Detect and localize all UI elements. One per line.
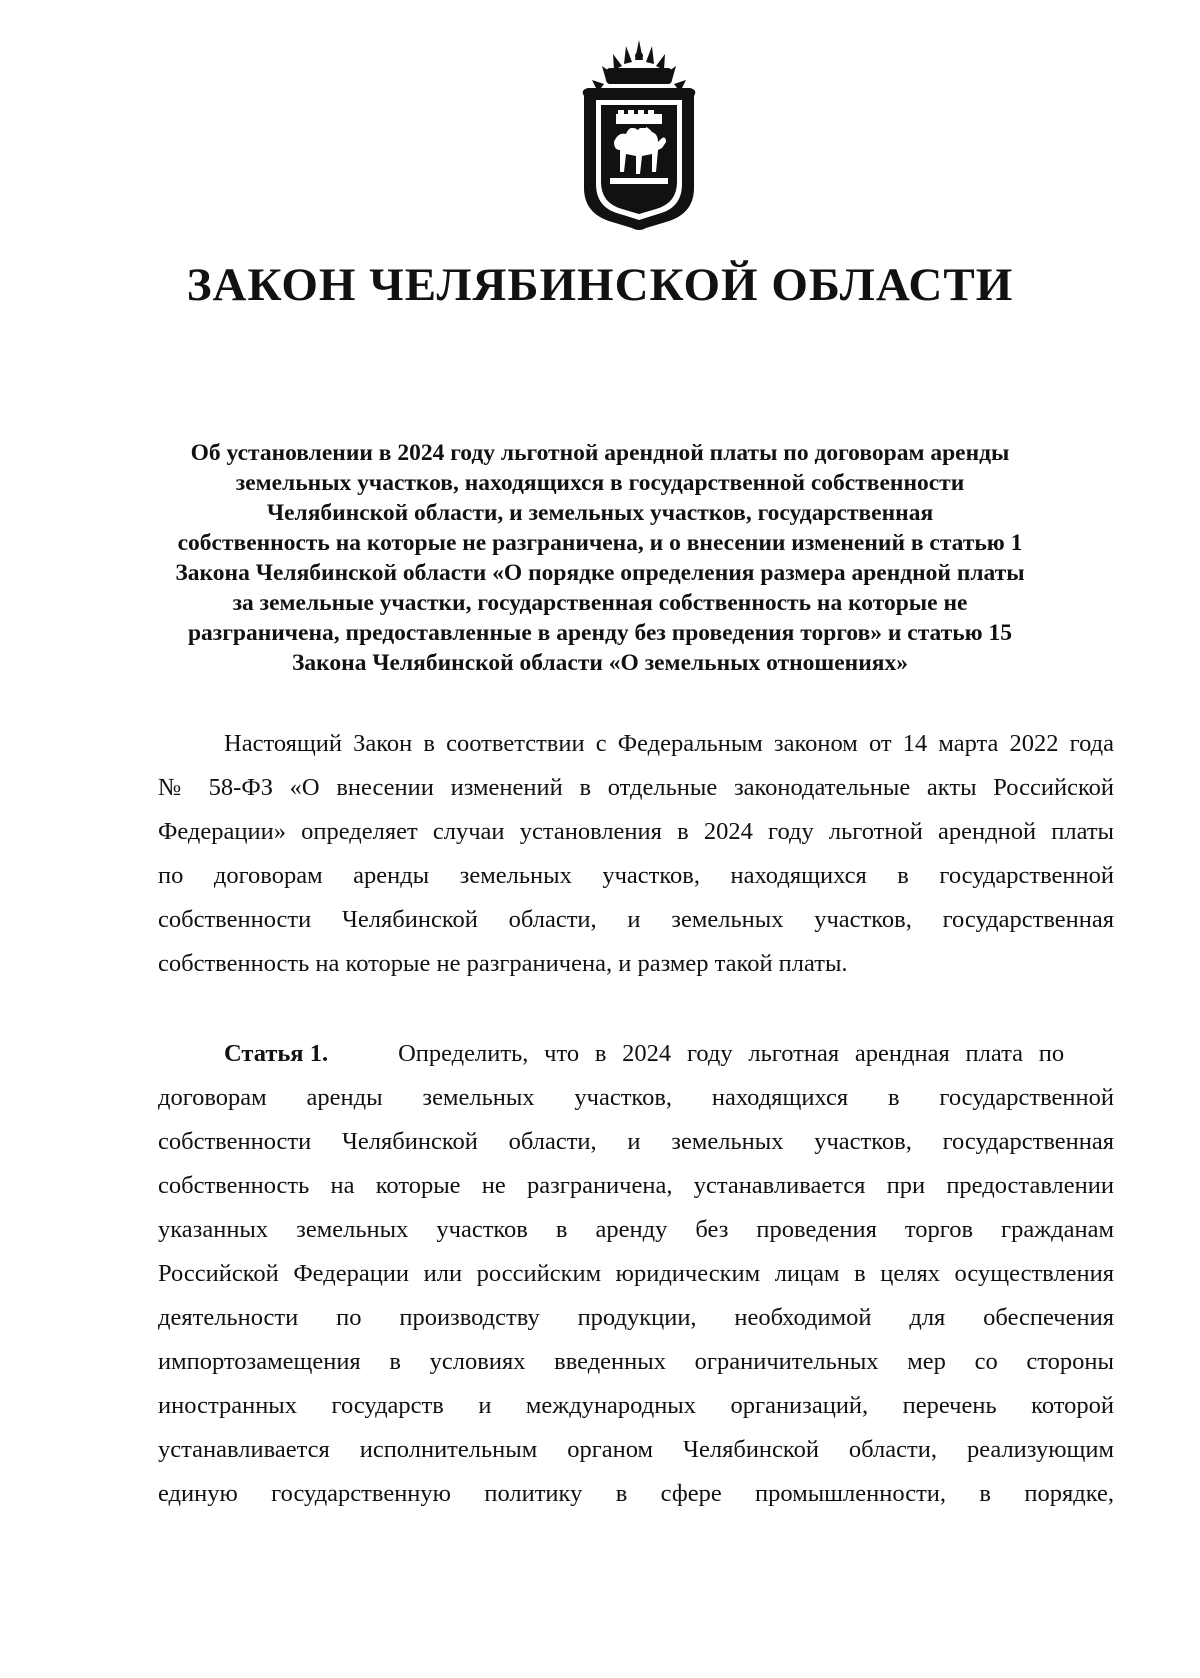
- paragraph-line: единую государственную политику в сфере промышленности, в порядке,: [158, 1480, 1114, 1507]
- document-title: ЗАКОН ЧЕЛЯБИНСКОЙ ОБЛАСТИ: [186, 259, 1014, 311]
- subtitle-line: разграничена, предоставленные в аренду без проведения торгов» и статью 15: [187, 620, 1013, 646]
- chelyabinsk-coat-of-arms-icon: [566, 38, 712, 232]
- article-text: Определить, что в 2024 году льготная арендная плата по: [398, 1040, 1065, 1067]
- paragraph-line: иностранных государств и международных организаций, перечень которой: [158, 1392, 1114, 1419]
- subtitle-line: за земельные участки, государственная собственность на которые не: [232, 590, 968, 616]
- paragraph-line: Российской Федерации или российским юридическим лицам в целях осуществления: [158, 1260, 1114, 1287]
- paragraph-line: деятельности по производству продукции, необходимой для обеспечения: [158, 1304, 1114, 1331]
- paragraph-line: устанавливается исполнительным органом Челябинской области, реализующим: [158, 1436, 1114, 1463]
- paragraph-line: собственность на которые не разграничена, и размер такой платы.: [158, 950, 848, 977]
- subtitle-line: земельных участков, находящихся в государственной собственности: [235, 470, 965, 496]
- subtitle-line: собственность на которые не разграничена, и о внесении изменений в статью 1: [177, 530, 1023, 556]
- paragraph-line: договорам аренды земельных участков, находящихся в государственной: [158, 1084, 1114, 1111]
- paragraph-line: собственность на которые не разграничена, устанавливается при предоставлении: [158, 1172, 1114, 1199]
- paragraph-line: № 58-ФЗ «О внесении изменений в отдельные законодательные акты Российской: [158, 774, 1114, 801]
- paragraph-line: импортозамещения в условиях введенных ограничительных мер со стороны: [158, 1348, 1114, 1375]
- subtitle-line: Челябинской области, и земельных участков, государственная: [266, 500, 934, 526]
- article-1-first-line: [158, 1032, 1114, 1076]
- article-1: [158, 1032, 1114, 1516]
- paragraph-line: собственности Челябинской области, и земельных участков, государственная: [158, 1128, 1114, 1155]
- paragraph-line: указанных земельных участков в аренду без проведения торгов гражданам: [158, 1216, 1114, 1243]
- paragraph-line: по договорам аренды земельных участков, находящихся в государственной: [158, 862, 1114, 889]
- paragraph-line: Настоящий Закон в соответствии с Федеральным законом от 14 марта 2022 года: [224, 730, 1114, 757]
- law-subtitle: [150, 438, 1050, 678]
- preamble-paragraph: [158, 722, 1114, 986]
- subtitle-line: Закона Челябинской области «О порядке определения размера арендной платы: [175, 560, 1025, 586]
- paragraph-line: собственности Челябинской области, и земельных участков, государственная: [158, 906, 1114, 933]
- paragraph-line: Федерации» определяет случаи установления в 2024 году льготной арендной платы: [158, 818, 1114, 845]
- subtitle-line: Закона Челябинской области «О земельных отношениях»: [292, 650, 908, 676]
- article-heading: Статья 1.: [224, 1040, 329, 1067]
- subtitle-line: Об установлении в 2024 году льготной арендной платы по договорам аренды: [190, 440, 1010, 466]
